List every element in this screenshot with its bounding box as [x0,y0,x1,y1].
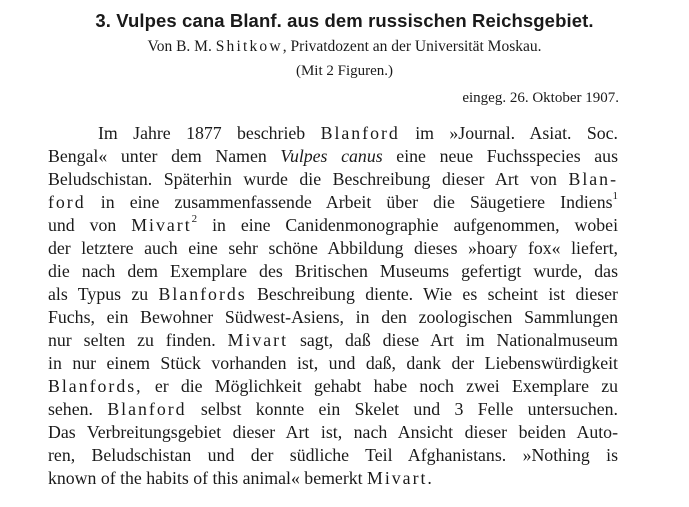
byline-prefix: Von B. M. [147,38,212,55]
byline-suffix: , Privatdozent an der Universität Moskau. [282,38,542,55]
text-run: er die Möglichkeit gehabt habe noch zwei Exemplare zu [154,376,618,396]
species-name: Vulpes canus [280,146,383,166]
author-name: Mivart. [367,468,434,488]
body-line-13 [48,398,618,421]
author-name: Blanford [107,399,187,419]
text-run: Bengal« unter dem Namen [48,146,267,166]
text-run: im »Journal. Asiat. Soc. [415,123,618,143]
text-run: Beludschistan. Späterhin wurde die Beschreibung dieser Art von [48,169,557,189]
body-line-11: in nur einem Stück vorhanden ist, und daß, dank der Liebenswürdigkeit [48,353,618,373]
author-name: Mivart [227,330,289,350]
body-line-1 [98,122,618,145]
body-line-6: der letztere auch eine sehr schöne Abbildung dieses »hoary fox« liefert, [48,238,618,258]
body-line-9: Fuchs, ein Bewohner Südwest-Asiens, in den zoologischen Sammlungen [48,307,618,327]
body-line-16 [48,467,618,490]
received-date: eingeg. 26. Oktober 1907. [462,90,619,106]
text-run: in eine Canidenmonographie aufgenommen, wobei [212,215,619,235]
text-run: und von [48,215,117,235]
text-run: Im Jahre 1877 beschrieb [98,123,306,143]
article-title: 3. Vulpes cana Blanf. aus dem russischen Reichsgebiet. [95,10,594,31]
text-run: als Typus zu [48,284,149,304]
text-run: eine neue Fuchsspecies aus [396,146,618,166]
body-line-14: Das Verbreitungsgebiet dieser Art ist, nach Ansicht dieser beiden Auto- [48,422,618,442]
text-run: selbst konnte ein Skelet und 3 Felle untersuchen. [200,399,619,419]
body-line-2 [48,145,618,168]
author-surname: Shitkow [215,38,283,55]
body-line-8 [48,283,618,306]
figures-note: (Mit 2 Figuren.) [295,63,394,79]
article-byline [0,38,689,56]
body-line-10 [48,329,618,352]
author-name: Blan- [568,169,618,189]
body-line-3 [48,168,618,191]
text-run: sagt, daß diese Art im Nationalmuseum [300,330,619,350]
text-run: in eine zusammenfassende Arbeit über die Säugetiere Indiens [100,192,613,212]
author-name: Blanfords [158,284,247,304]
body-line-12 [48,375,618,398]
text-run: known of the habits of this animal« bemerkt [48,468,363,488]
body-line-7: die nach dem Exemplare des Britischen Museums gefertigt wurde, das [48,261,618,281]
author-name: Mivart [131,215,192,235]
body-line-4 [48,191,618,214]
body-line-15: ren, Beludschistan und der südliche Teil Afghanistans. »Nothing is [48,445,618,465]
footnote-marker: 2 [191,213,198,226]
body-line-5 [48,214,618,237]
text-run: nur selten zu finden. [48,330,216,350]
author-name: Blanford [320,123,400,143]
footnote-marker: 1 [612,190,619,203]
author-name: Blanfords, [48,376,143,396]
text-run: sehen. [48,399,93,419]
author-name: ford [48,192,86,212]
text-run: Beschreibung diente. Wie es scheint ist dieser [257,284,618,304]
